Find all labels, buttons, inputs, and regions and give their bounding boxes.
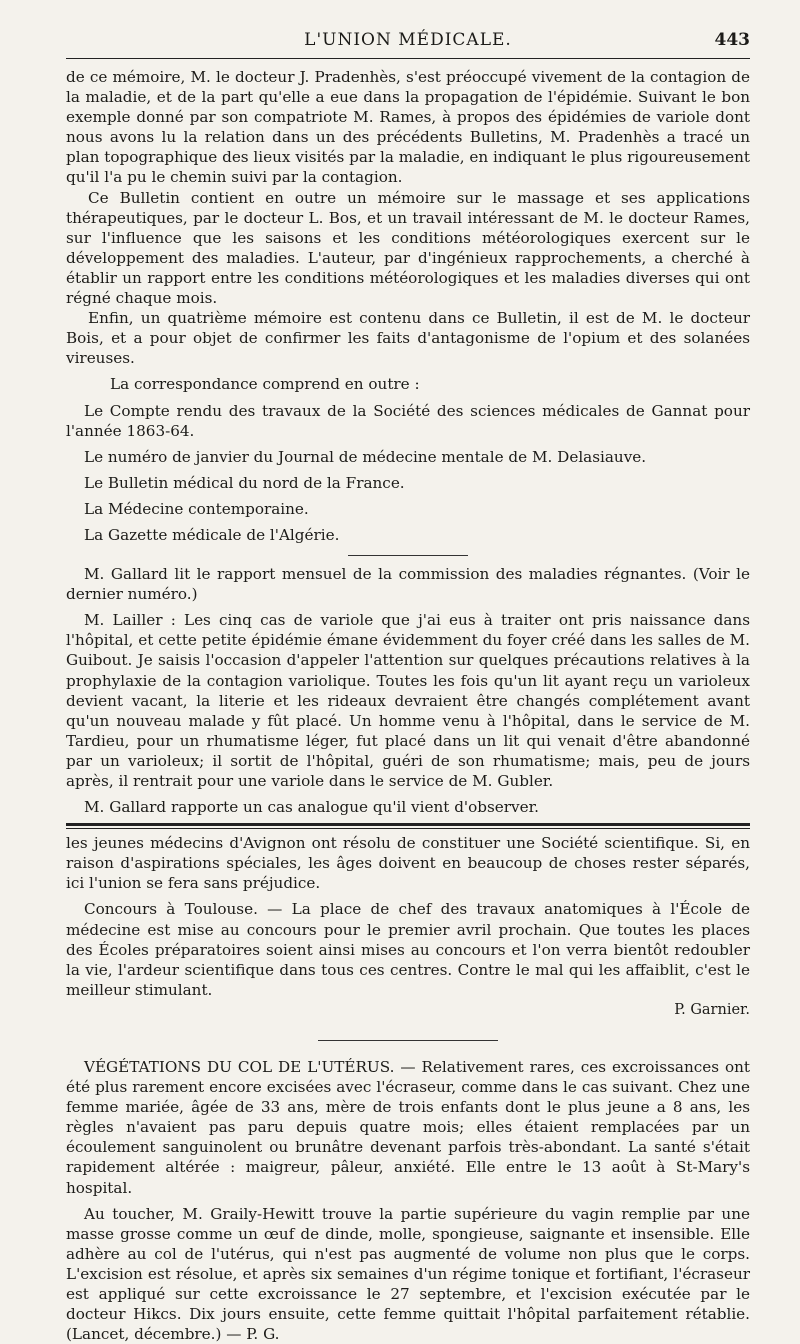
list-item-3: Le Bulletin médical du nord de la France. <box>84 473 405 492</box>
list-item-1: Le Compte rendu des travaux de la Société des sciences médicales de Gannat pour l'année 1863-64. <box>66 401 750 440</box>
running-header <box>66 26 750 59</box>
list-item-4: La Médecine contemporaine. <box>84 499 309 518</box>
paragraph-3: Enfin, un quatrième mémoire est contenu dans ce Bulletin, il est de M. le docteur Bois, et a pour objet de confirmer les faits d'antagonisme de l'opium et des solanées vireuses. <box>66 309 750 368</box>
paragraph-4: La correspondance comprend en outre : <box>110 375 420 394</box>
list-item-2: Le numéro de janvier du Journal de médecine mentale de M. Delasiauve. <box>84 447 647 466</box>
paragraph-gallard-case: M. Gallard rapporte un cas analogue qu'il vient d'observer. <box>84 798 539 817</box>
paragraph-lailler: M. Lailler : Les cinq cas de variole que j'ai eus à traiter ont pris naissance dans l'hôpital, et cette petite épidémie émane évidemment du foyer créé dans les salles de M. Guibout. Je saisis l'occasion d'appeler l'attention sur quelques précautions relatives à la prophylaxie de la contagion variolique. Toutes les fois qu'un lit ayant reçu un varioleux devient vacant, la literie et les rideaux devraient être changés complétement avant qu'un nouveau malade y fût placé. Un homme venu à l'hôpital, dans le service de M. Tardieu, pour un rhumatisme léger, fut placé dans un lit qui venait d'être abandonné par un varioleux; il sortit de l'hôpital, guéri de son rhumatisme; mais, peu de jours après, il rentrait pour une variole dans le service de M. Gubler. <box>66 611 750 790</box>
page-number: 443 <box>714 30 750 50</box>
list-item-5: La Gazette médicale de l'Algérie. <box>84 525 340 544</box>
signature: P. Garnier. <box>674 1001 750 1018</box>
paragraph-2: Ce Bulletin contient en outre un mémoire sur le massage et ses applications thérapeutiques, par le docteur L. Bos, et un travail intéressant de M. le docteur Rames, sur l'influence que les saisons et les conditions météorologiques exercent sur le développement des maladies. L'auteur, par d'ingénieux rapprochements, a cherché à établir un rapport entre les conditions météorologiques et les maladies diverses qui ont régné chaque mois. <box>66 188 750 308</box>
journal-title: L'UNION MÉDICALE. <box>304 30 512 50</box>
page <box>66 26 750 1344</box>
paragraph-vegetations: VÉGÉTATIONS DU COL DE L'UTÉRUS. — Relativement rares, ces excroissances ont été plus rarement encore excisées avec l'écraseur, comme dans le cas suivant. Chez une femme mariée, âgée de 33 ans, mère de trois enfants dont le plus jeune a 8 ans, les règles n'avaient pas paru depuis quatre mois; elles étaient remplacées par un écoulement sanguinolent ou brunâtre devenant parfois très-abondant. La santé s'était rapidement altérée : maigreur, pâleur, anxiété. Elle entre le 13 août à St-Mary's hospital. <box>66 1057 750 1197</box>
long-rule <box>318 1040 498 1041</box>
paragraph-toucher: Au toucher, M. Graily-Hewitt trouve la partie supérieure du vagin remplie par une masse grosse comme un œuf de dinde, molle, spongieuse, saignante et insensible. Elle adhère au col de l'utérus, qui n'est pas augmenté de volume non plus que le corps. L'excision est résolue, et après six semaines d'un régime tonique et fortifiant, l'écraseur est appliqué sur cette excroissance le 27 septembre, et l'excision exécutée par le docteur Hikcs. Dix jours ensuite, cette femme quittait l'hôpital parfaitement rétablie. (Lancet, décembre.) — P. G. <box>66 1204 750 1344</box>
paragraph-avignon: les jeunes médecins d'Avignon ont résolu de constituer une Société scientifique. Si, en raison d'aspirations spéciales, les âges doivent en beaucoup de choses rester séparés, ici l'union se fera sans préjudice. <box>66 834 750 893</box>
short-rule <box>348 555 468 556</box>
section-rule <box>66 823 750 829</box>
paragraph-1: de ce mémoire, M. le docteur J. Pradenhès, s'est préoccupé vivement de la contagion de la maladie, et de la part qu'elle a eue dans la propagation de l'épidémie. Suivant le bon exemple donné par son compatriote M. Rames, à propos des épidémies de variole dont nous avons lu la relation dans un des précédents Bulletins, M. Pradenhès a tracé un plan topographique des lieux visités par la maladie, en indiquant le plus rigoureusement qu'il l'a pu le chemin suivi par la contagion. <box>66 68 750 187</box>
paragraph-toulouse: Concours à Toulouse. — La place de chef des travaux anatomiques à l'École de médecine est mise au concours pour le premier avril prochain. Que toutes les places des Écoles préparatoires soient ainsi mises au concours et l'on verra bientôt redoubler la vie, l'ardeur scientifique dans tous ces centres. Contre le mal qui les affaiblit, c'est le meilleur stimulant. <box>66 900 750 999</box>
paragraph-gallard-report: M. Gallard lit le rapport mensuel de la commission des maladies régnantes. (Voir le dernier numéro.) <box>66 565 750 604</box>
